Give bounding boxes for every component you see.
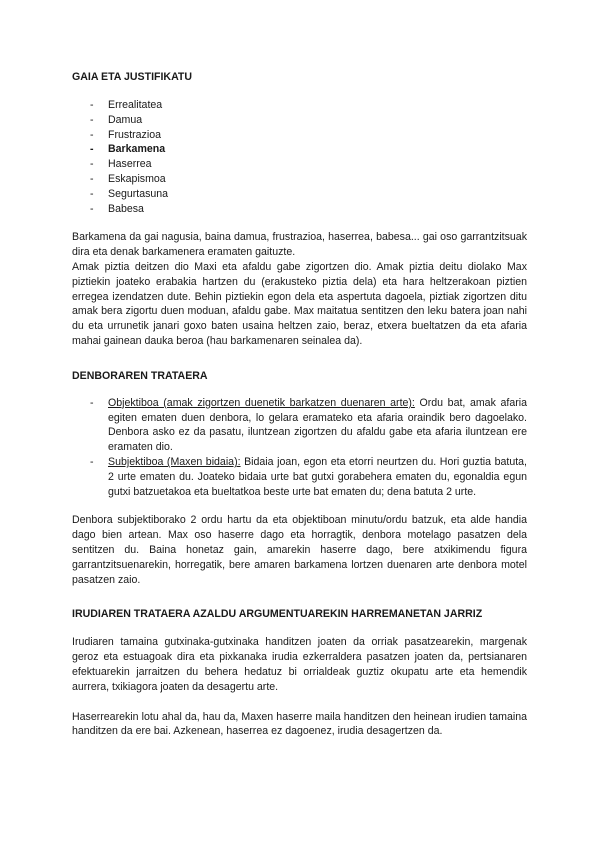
theme-item: - Segurtasuna bbox=[72, 187, 527, 202]
section-heading-denbora: DENBORAREN TRATAERA bbox=[72, 369, 208, 382]
theme-item: - Haserrea bbox=[72, 157, 527, 172]
document-page bbox=[72, 70, 527, 739]
denbora-paragraph: Denbora subjektiborako 2 ordu hartu da eta objektiboan minutu/ordu batzuk, eta alde handia dago bien artean. Max oso haserre dago eta horragtik, denbora motelago pasatzen dela sentitzen du. Baina honetaz gain, amarekin haserre dago, bere atxikimendu figura garrantzitsuenarekin, horregatik, bere amaren barkamena lortzen duenaren arte denbora motel pasatzen zaio. bbox=[72, 514, 527, 586]
section-heading-irudia: IRUDIAREN TRATAERA AZALDU ARGUMENTUAREKIN HARREMANETAN JARRIZ bbox=[72, 608, 483, 621]
theme-item: - Babesa bbox=[72, 202, 527, 217]
theme-list bbox=[72, 98, 527, 216]
theme-item: - Damua bbox=[72, 113, 527, 128]
gaia-paragraph-intro: Barkamena da gai nagusia, baina damua, frustrazioa, haserrea, babesa... gai oso garrantzitsuak dira eta denak barkamenera eramaten gaituzte. bbox=[72, 231, 527, 259]
time-item-text: Bidaia joan, egon eta etorri neurtzen du. Hori guztia batuta, 2 urte ematen du. Joateko bidaia urte bat gutxi gorabehera ematen du, egonaldia egun gutxi batzuetakoa eta bueltatkoa beste urte bat ematen du; dena batuta 2 urte. bbox=[108, 455, 527, 498]
time-item-text: Ordu bat, amak afaria egiten ematen duen denbora, lo gelara eramateko eta afaria oraindik bero dagoelako. Denbora asko ez da pasatu, iluntzean zigortzen du afaldu gabe eta afaria iluntzean ere eramaten dio. bbox=[108, 396, 527, 454]
theme-item: - Errealitatea bbox=[72, 98, 527, 113]
gaia-paragraph-story: Amak piztia deitzen dio Maxi eta afaldu gabe zigortzen dio. Amak piztia deitu diolako Max piztiekin joateko erabakia hartzen du (erakusteko piztia dela) eta hara heltzerakoan piztien erregea izendatzen dute. Behin piztiekin egon dela eta aspertuta dagoela, piztiak zigortzen ditu amak bera zigortu duen moduan, afaldu gabe. Max maitatua sentitzen den leku batera joan nahi du eta urrunetik janari goxo baten usaina heltzen zaio, beraz, etxera bueltatzen da eta afaria mahai gainean dauka beroa (hau barkamenaren seinalea da). bbox=[72, 260, 527, 347]
theme-item: - Eskapismoa bbox=[72, 172, 527, 187]
time-item-subjective bbox=[72, 455, 527, 499]
section-heading-gaia: GAIA ETA JUSTIFIKATU bbox=[72, 71, 193, 83]
time-list bbox=[72, 396, 527, 500]
time-item-objective bbox=[72, 396, 527, 455]
time-item-label: Subjektiboa (Maxen bidaia): bbox=[108, 455, 241, 468]
irudia-paragraph-2: Haserrearekin lotu ahal da, hau da, Maxen haserre maila handitzen den heinean irudien tamaina handitzen da ere bai. Azkenean, haserrea ez dagoenez, irudia desagertzen da. bbox=[72, 710, 527, 738]
irudia-paragraph-1: Irudiaren tamaina gutxinaka-gutxinaka handitzen joaten da orriak pasatzearekin, margenak geroz eta estuagoak dira eta pixkanaka irudia ezkerraldera pasatzen joaten da, pertsianaren efektuarekin jarraitzen du behera hedatuz bi orrialdeak guztiz okupatu arte eta hemendik aurrera, txikiagora joaten da desagertu arte. bbox=[72, 636, 527, 693]
theme-item: - Frustrazioa bbox=[72, 128, 527, 143]
time-item-label: Objektiboa (amak zigortzen duenetik barkatzen duenaren arte): bbox=[108, 396, 415, 409]
theme-item-main: - Barkamena bbox=[72, 142, 527, 157]
